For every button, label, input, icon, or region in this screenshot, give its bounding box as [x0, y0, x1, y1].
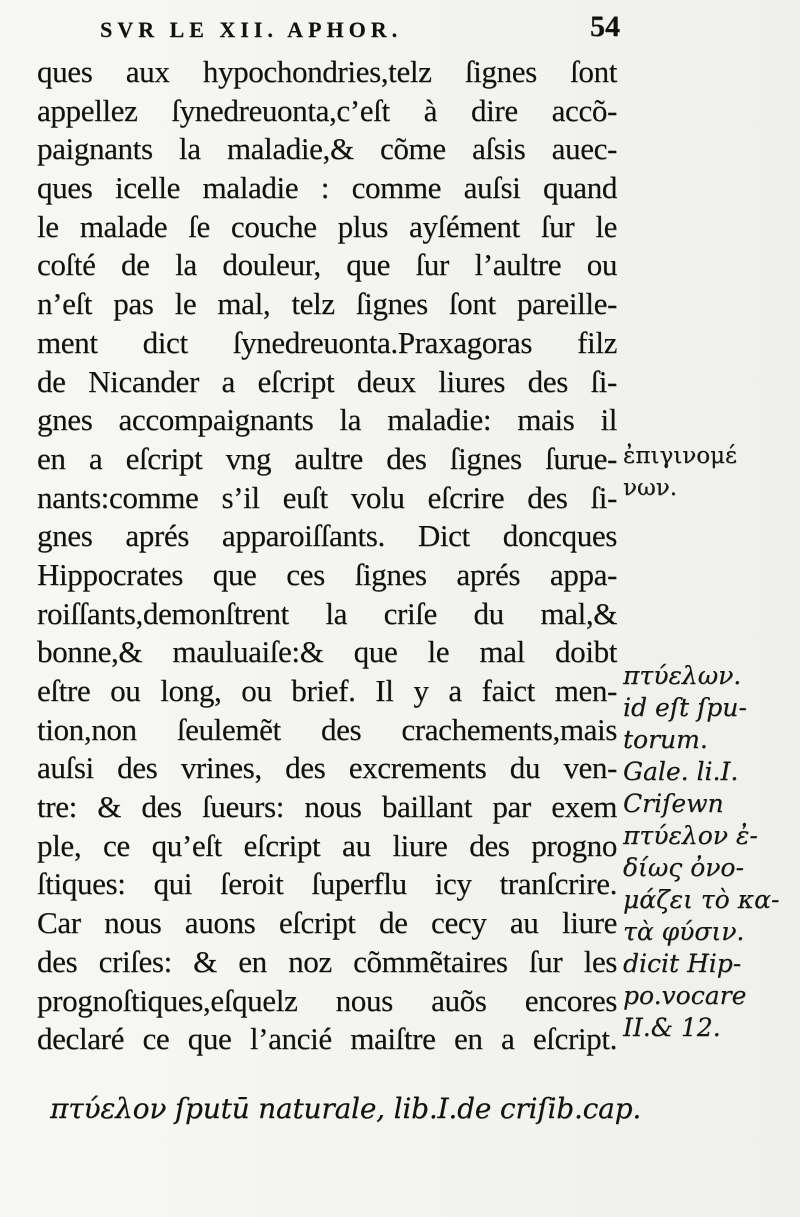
margin-note-line: πτύελον ἐ- [623, 821, 758, 850]
text-line: coſté de la douleur, que ſur l’aultre ou [37, 247, 617, 283]
text-line: le malade ſe couche plus ayſément ſur le [37, 208, 617, 244]
margin-note-line: Criſewn [623, 789, 724, 818]
margin-note-line: po.vocare [623, 981, 747, 1010]
text-line: roiſſants,demonſtrent la criſe du mal,& [37, 595, 617, 631]
margin-note-line: τὰ φύσιν. [623, 917, 745, 946]
text-line: ſtiques: qui ſeroit ſuperflu icy tranſcrire. [37, 866, 617, 902]
margin-note-line: δίως ὀνο- [623, 853, 744, 882]
margin-note-sputum-reference [623, 660, 798, 1044]
text-line: des criſes: & en noz cõmmẽtaires ſur les [37, 943, 617, 979]
page-number: 54 [590, 10, 620, 43]
text-line: en a eſcript vng aultre des ſignes ſurue- [37, 440, 617, 476]
text-line: n’eſt pas le mal, telz ſignes ſont pareille- [37, 286, 617, 322]
margin-note-line: ἐπιγινομέ [623, 443, 737, 469]
page-header [100, 10, 620, 48]
text-line: ple, ce qu’eſt eſcript au liure des progno [37, 827, 617, 863]
text-line: declaré ce que l’ancié maiſtre en a eſcript. [37, 1021, 617, 1057]
text-line: Hippocrates que ces ſignes aprés appa- [37, 556, 617, 592]
text-line: nants:comme s’il euſt volu eſcrire des ſi- [37, 479, 617, 515]
text-line: ques aux hypochondries,telz ſignes ſont [37, 54, 617, 89]
text-line: bonne,& mauluaiſe:& que le mal doibt [37, 634, 617, 670]
margin-note-line: νων. [623, 475, 678, 501]
text-line: prognoſtiques,eſquelz nous auõs encores [37, 982, 617, 1018]
bottom-footnote: πτύελον ſputū naturale, lib.I.de criſib.cap. [50, 1092, 642, 1125]
text-line: tion,non ſeulemẽt des crachements,mais [37, 711, 617, 747]
text-line: Car nous auons eſcript de cecy au liure [37, 905, 617, 941]
margin-note-line: torum. [623, 725, 708, 754]
margin-note-line: μάζει τὸ κα- [623, 885, 780, 914]
text-line: gnes aprés apparoiſſants. Dict doncques [37, 518, 617, 554]
main-text-block [37, 53, 617, 1059]
margin-note-greek-terms [623, 440, 798, 504]
text-line: ques icelle maladie : comme auſsi quand [37, 170, 617, 206]
text-line: de Nicander a eſcript deux liures des ſi- [37, 363, 617, 399]
text-line: paignants la maladie,& cõme aſsis auec- [37, 131, 617, 167]
text-line: auſsi des vrines, des excrements du ven- [37, 750, 617, 786]
margin-note-line: II.& 12. [623, 1013, 721, 1042]
margin-note-line: dicit Hip- [623, 949, 742, 978]
text-line: eſtre ou long, ou brief. Il y a faict men- [37, 673, 617, 708]
text-line: tre: & des ſueurs: nous baillant par exem [37, 789, 617, 825]
text-line: appellez ſynedreuonta,c’eſt à dire accõ- [37, 92, 617, 128]
running-title: SVR LE XII. APHOR. [100, 17, 403, 42]
text-line: ment dict ſynedreuonta.Praxagoras filz [37, 324, 617, 360]
text-line: gnes accompaignants la maladie: mais il [37, 402, 617, 438]
margin-note-line: id eſt ſpu- [623, 693, 747, 722]
margin-note-line: Gale. li.I. [623, 757, 739, 786]
margin-note-line: πτύελων. [623, 661, 742, 690]
